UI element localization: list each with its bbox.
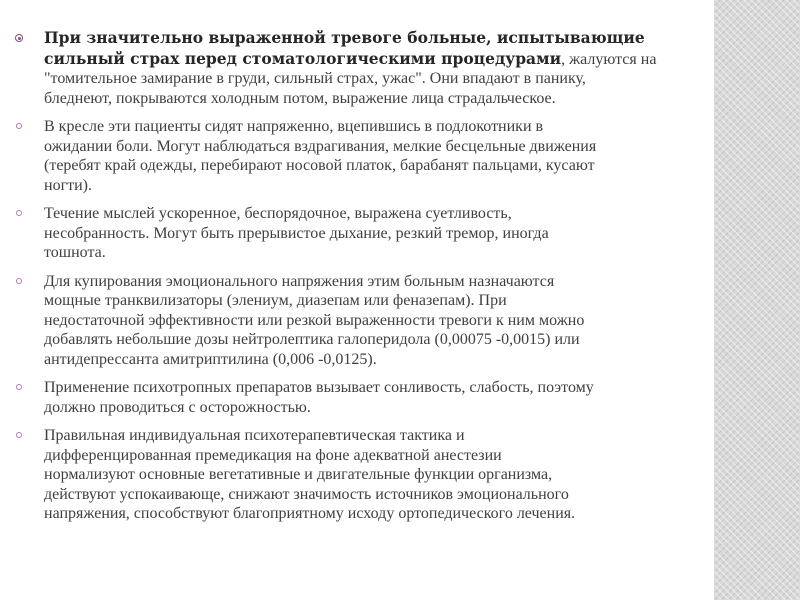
bullet-item (14, 378, 714, 417)
bullet-item (14, 28, 714, 108)
bullet-text: В кресле эти пациенты сидят напряженно, вцепившись в подлокотники в ожидании боли. Могут наблюдаться вздрагивания, мелкие бесцельные движения (теребят край одежды, перебирают носовой платок, барабанят пальцами, кусают ногти). (44, 118, 597, 194)
bullet-item (14, 426, 714, 524)
bullet-item (14, 204, 714, 263)
bullet-text: Для купирования эмоционального напряжения этим больным назначаются мощные транквилизаторы (элениум, диазепам или феназепам). При недостаточной эффективности или резкой выраженности тревоги к ним можно добавлять небольшие дозы нейтролептика галоперидола (0,00075 -0,0015) или антидепрессанта амитриптилина (0,006 -0,0125). (44, 272, 585, 368)
bullet-text: Правильная индивидуальная психотерапевтическая тактика и дифференцированная премедикация на фоне адекватной анестезии нормализуют основные вегетативные и двигательные функции организма, действуют успокаивающе, снижают значимость источников эмоционального напряжения, способствуют благоприятному исходу ортопедического лечения. (44, 427, 576, 522)
paragraph-text: , жалуются на "томительное замирание в груди, сильный страх, ужас". Они впадают в панику, бледнеют, покрываются холодным потом, выражение лица страдальческое. (44, 50, 657, 107)
bullet-text: Применение психотропных препаратов вызывает сонливость, слабость, поэтому должно проводиться с осторожностью. (44, 379, 594, 416)
bullet-item (14, 117, 714, 195)
bold-lead: При значительно выраженной тревоге больные, испытывающие сильный страх перед стоматологическими процедурами (44, 28, 645, 68)
bullet-item (14, 272, 714, 370)
bullet-text: Течение мыслей ускоренное, беспорядочное, выражена суетливость, несобранность. Могут быть прерывистое дыхание, резкий тремор, иногда тошнота. (44, 205, 549, 261)
bullet-icon (14, 378, 44, 397)
bullet-text (44, 28, 714, 108)
decorative-stripe (714, 0, 800, 600)
bullet-icon (14, 426, 44, 445)
bullet-icon (14, 204, 44, 223)
slide-body (14, 28, 714, 533)
bullet-icon (14, 28, 44, 47)
bullet-icon (14, 272, 44, 291)
bullet-icon (14, 117, 44, 136)
